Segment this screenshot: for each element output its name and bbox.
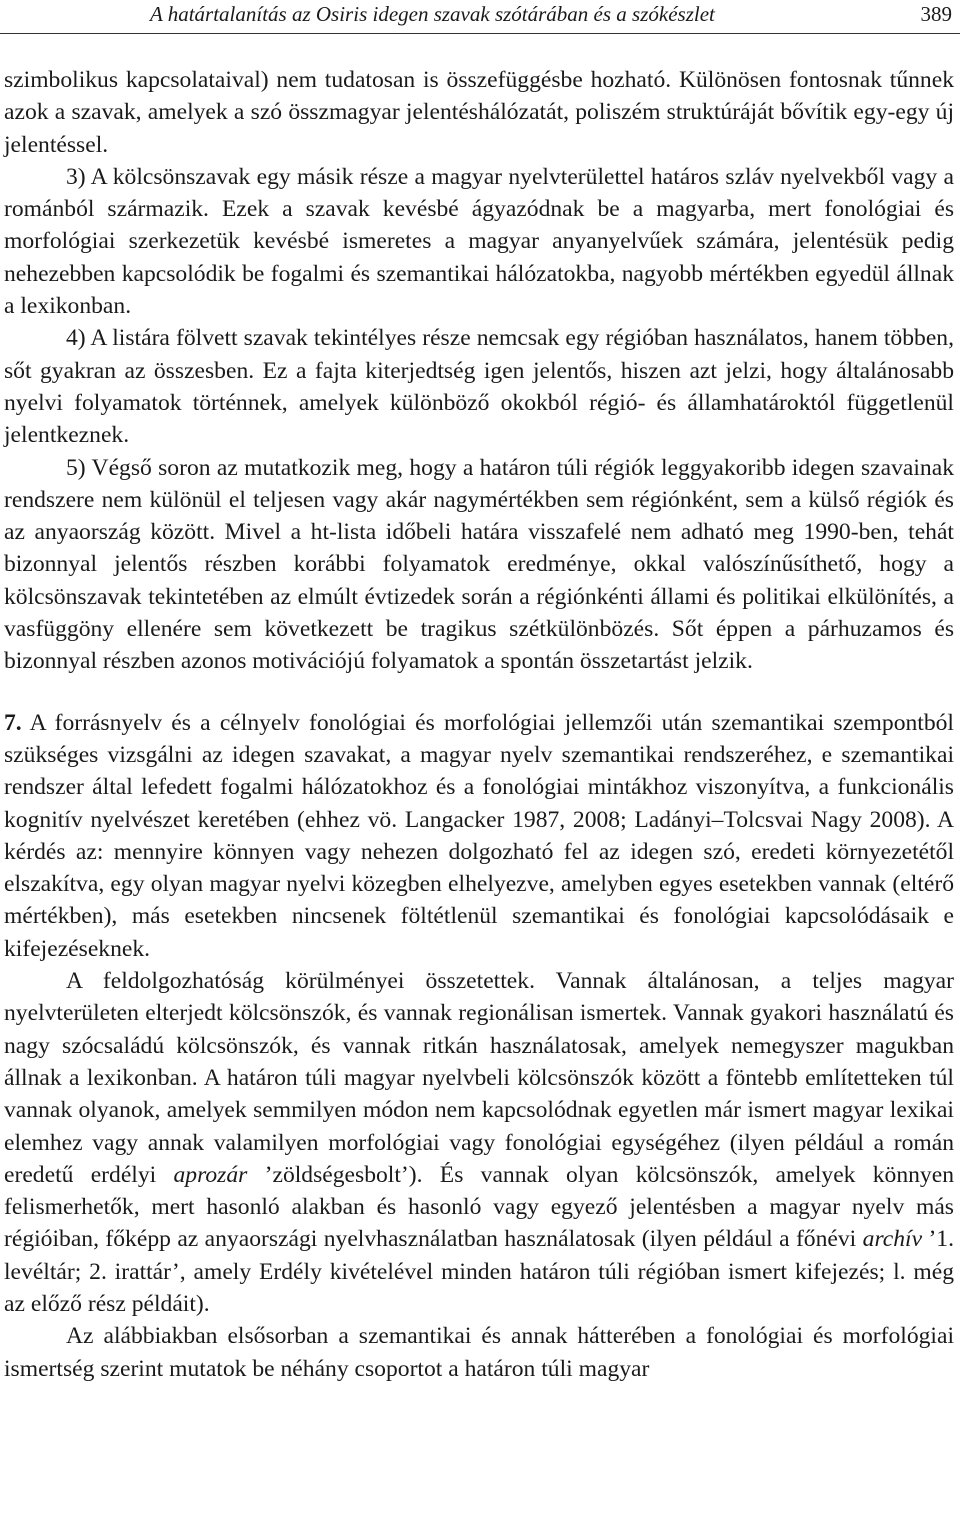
paragraph-processing-text-c: ’1. levéltár; 2. irattár’, amely Erdély kivételével minden határon túli régióban ismert kifejezés; l. még az előző rész példáit).	[4, 1226, 954, 1317]
example-word-aprozar: aprozár	[173, 1161, 248, 1188]
section-7-text: A forrásnyelv és a célnyelv fonológiai és morfológiai jellemzői után szemantikai szempontból szükséges vizsgálni az idegen szavakat, a magyar nyelv szemantikai rendszeréhez, e szemantikai rendszer által lefedett fogalmi hálózatokhoz és a fonológiai mintákhoz viszonyítva, a funkcionális kognitív nyelvészet keretében (ehhez vö. Langacker 1987, 2008; Ladányi–Tolcsvai Nagy 2008). A kérdés az: mennyire könnyen vagy nehezen dolgozható fel az idegen szó, eredeti környezetétől elszakítva, egy olyan magyar nyelvi közegben elhelyezve, amelyben egyes esetekben vannak (eltérő mértékben), más esetekben nincsenek föltétlenül szemantikai és fonológiai kapcsolódásaik e kifejezéseknek.	[4, 709, 954, 962]
paragraph-processing-text-a: A feldolgozhatóság körülményei összetettek. Vannak általánosan, a teljes magyar nyelvterületen elterjedt kölcsönszók, és vannak regionálisan ismertek. Vannak gyakori használatú és nagy szócsaládú kölcsönszók, és vannak ritkán használatosak, amelyek nemegyszer magukban állnak a lexikonban. A határon túli magyar nyelvbeli kölcsönszók között a föntebb említetteken túl vannak olyanok, amelyek semmilyen módon nem kapcsolódnak egyetlen már ismert magyar lexikai elemhez vagy annak valamilyen morfológiai vagy fonológiai egységéhez (ilyen például a román eredetű erdélyi	[4, 968, 954, 1188]
paragraph-point-5: 5) Végső soron az mutatkozik meg, hogy a határon túli régiók leggyakoribb idegen szavainak rendszere nem különül el teljesen vagy akár nagymértékben sem régiónként, sem a külső régiók és az anyaország között. Mivel a ht-lista időbeli határa visszafelé nem adható meg 1990-ben, tehát bizonnyal jelentős részben korábbi folyamatok eredménye, okkal valószínűsíthető, hogy a kölcsönszavak tekintetében az elmúlt évtizedek során a régiónkénti állami és politikai elkülönítés, a vasfüggöny ellenére sem következett be tragikus szétkülönbözés. Sőt éppen a párhuzamos és bizonnyal részben azonos motivációjú folyamatok a spontán összetartást jelzik.	[4, 454, 954, 675]
paragraph-processing	[4, 965, 954, 1320]
paragraph-point-3: 3) A kölcsönszavak egy másik része a magyar nyelvterülettel határos szláv nyelvekből vagy a románból származik. Ezek a szavak kevésbé ágyazódnak be a magyarba, mert fonológiai és morfológiai szerkezetük kevésbé ismeretes a magyar anyanyelvűek számára, jelentésük pedig nehezebben kapcsolódik be fogalmi és szemantikai hálózatokba, nagyobb mértékben egyedül állnak a lexikonban.	[4, 163, 954, 320]
section-7-paragraph	[4, 707, 954, 965]
paragraph-final: Az alábbiakban elsősorban a szemantikai és annak hátterében a fonológiai és morfológiai ismertség szerint mutatok be néhány csoportot a határon túli magyar	[4, 1323, 954, 1382]
running-head-title: A határtalanítás az Osiris idegen szavak szótárában és a szókészlet	[150, 2, 715, 26]
page-number: 389	[920, 2, 952, 26]
paragraph-processing-text-b: ’zöldségesbolt’). És vannak olyan kölcsönszók, amelyek könnyen felismerhetők, mert hasonló alakban és hasonló vagy egyező jelentésben a magyar nyelv más régióiban, főképp az anyaországi nyelvhasználatban használatosak (ilyen például a főnévi	[4, 1161, 954, 1253]
paragraph-continuation: szimbolikus kapcsolataival) nem tudatosan is összefüggésbe hozható. Különösen fontosnak tűnnek azok a szavak, amelyek a szó összmagyar jelentéshálózatát, poliszém struktúráját bővítik egy-egy új jelentéssel.	[4, 67, 954, 158]
paragraph-point-4: 4) A listára fölvett szavak tekintélyes része nemcsak egy régióban használatos, hanem többen, sőt gyakran az összesben. Ez a fajta kiterjedtség igen jelentős, hiszen azt jelzi, hogy általánosabb nyelvi folyamatok történnek, amelyek különböző okokból régió- és államhatároktól függetlenül jelentkeznek.	[4, 325, 954, 449]
section-number: 7.	[4, 709, 22, 736]
running-head	[0, 0, 960, 34]
example-word-archiv: archív	[862, 1226, 923, 1253]
body-text	[4, 64, 954, 1385]
header-rule	[0, 33, 960, 34]
